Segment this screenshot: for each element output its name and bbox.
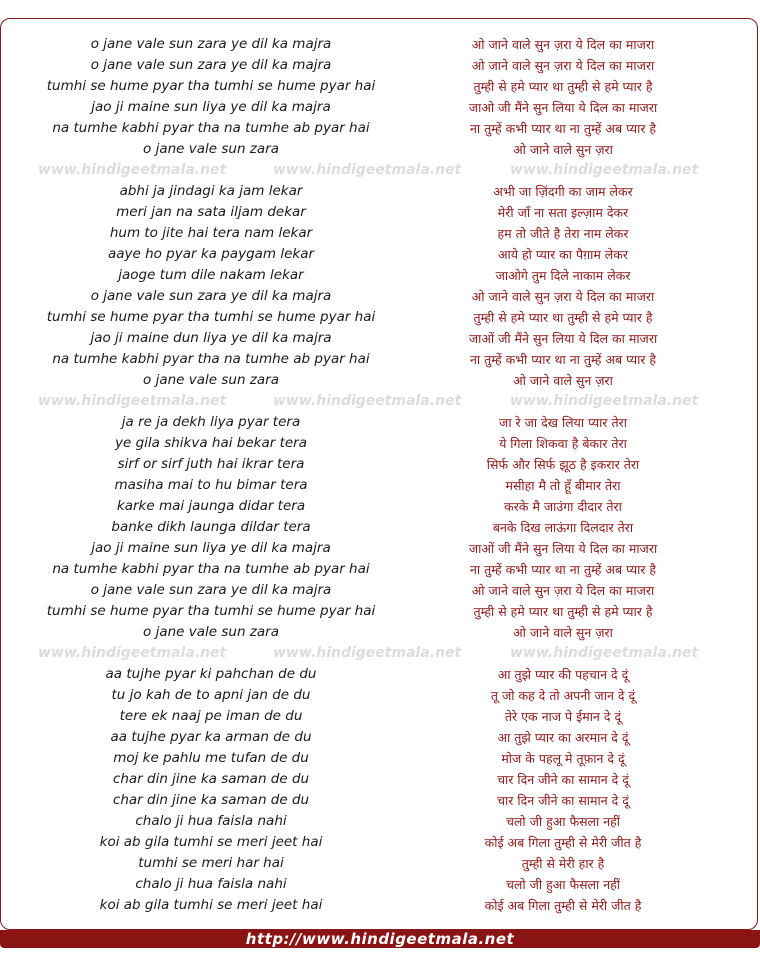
lyric-hindi: ओ जाने वाले सुन ज़रा ये दिल का माजरा (471, 583, 655, 598)
lyric-romanized: o jane vale sun zara (143, 624, 279, 640)
watermark-row (0, 643, 760, 663)
lyric-romanized: chalo ji hua faisla nahi (135, 813, 287, 829)
watermark-text: www.hindigeetmala.net (273, 393, 462, 409)
lyric-romanized: sirf or sirf juth hai ikrar tera (117, 456, 305, 472)
lyric-hindi: तुम्ही से मेरी हार है (521, 856, 605, 871)
lyric-hindi: ये गिला शिकवा है बेकार तेरा (499, 436, 627, 451)
lyric-line (0, 265, 760, 286)
lyric-line (0, 790, 760, 811)
lyric-hindi: ओ जाने वाले सुन ज़रा (513, 373, 613, 388)
lyric-hindi: चार दिन जीने का सामान दे दूं (497, 772, 629, 787)
lyric-line (0, 811, 760, 832)
watermark-text: www.hindigeetmala.net (273, 645, 462, 661)
lyric-line (0, 412, 760, 433)
lyric-romanized: o jane vale sun zara ye dil ka majra (90, 582, 332, 598)
lyric-line (0, 370, 760, 391)
lyric-line (0, 181, 760, 202)
lyric-romanized: aa tujhe pyar ki pahchan de du (105, 666, 317, 682)
lyric-hindi: ओ जाने वाले सुन ज़रा (513, 625, 613, 640)
lyric-hindi: ना तुम्हें कभी प्यार था ना तुम्हें अब प्यार है (469, 121, 657, 136)
lyric-line (0, 454, 760, 475)
lyric-line (0, 769, 760, 790)
lyric-hindi: ओ जाने वाले सुन ज़रा ये दिल का माजरा (471, 289, 655, 304)
lyric-hindi: हम तो जीते है तेरा नाम लेकर (497, 226, 629, 241)
lyric-romanized: char din jine ka saman de du (112, 792, 310, 808)
lyric-hindi: ना तुम्हें कभी प्यार था ना तुम्हें अब प्यार है (469, 352, 657, 367)
lyric-line (0, 97, 760, 118)
lyric-hindi: मेरी जाँ ना सता इल्ज़ाम देकर (497, 205, 629, 220)
lyric-line (0, 433, 760, 454)
lyric-romanized: tu jo kah de to apni jan de du (111, 687, 311, 703)
lyric-romanized: tere ek naaj pe iman de du (119, 708, 303, 724)
lyric-hindi: ओ जाने वाले सुन ज़रा (513, 142, 613, 157)
lyric-romanized: o jane vale sun zara ye dil ka majra (90, 288, 332, 304)
lyric-hindi: जाओगे तुम दिले नाकाम लेकर (495, 268, 631, 283)
lyric-line (0, 874, 760, 895)
lyric-romanized: o jane vale sun zara ye dil ka majra (90, 57, 332, 73)
lyric-line (0, 559, 760, 580)
lyric-hindi: चार दिन जीने का सामान दे दूं (497, 793, 629, 808)
watermark-text: www.hindigeetmala.net (510, 162, 699, 178)
lyric-line (0, 706, 760, 727)
lyric-line (0, 622, 760, 643)
lyric-line (0, 328, 760, 349)
lyric-romanized: tumhi se hume pyar tha tumhi se hume pyar hai (46, 309, 376, 325)
lyric-line (0, 307, 760, 328)
lyric-line (0, 76, 760, 97)
lyric-romanized: na tumhe kabhi pyar tha na tumhe ab pyar hai (52, 351, 370, 367)
lyric-line (0, 832, 760, 853)
lyric-line (0, 538, 760, 559)
lyric-romanized: jao ji maine sun liya ye dil ka majra (91, 99, 331, 115)
lyric-romanized: meri jan na sata iljam dekar (116, 204, 306, 220)
lyric-line (0, 55, 760, 76)
lyric-line (0, 286, 760, 307)
watermark-text: www.hindigeetmala.net (38, 162, 227, 178)
watermark-row (0, 160, 760, 180)
lyric-line (0, 580, 760, 601)
watermark-text: www.hindigeetmala.net (510, 645, 699, 661)
lyric-romanized: na tumhe kabhi pyar tha na tumhe ab pyar hai (52, 120, 370, 136)
lyric-hindi: ओ जाने वाले सुन ज़रा ये दिल का माजरा (471, 37, 655, 52)
lyric-line (0, 517, 760, 538)
lyric-line (0, 349, 760, 370)
lyric-line (0, 601, 760, 622)
lyric-romanized: jao ji maine dun liya ye dil ka majra (90, 330, 332, 346)
lyric-romanized: hum to jite hai tera nam lekar (109, 225, 313, 241)
lyric-hindi: करके मै जाउंगा दीदार तेरा (504, 499, 622, 514)
lyric-romanized: ye gila shikva hai bekar tera (114, 435, 308, 451)
lyric-hindi: कोई अब गिला तुम्ही से मेरी जीत है (484, 898, 642, 913)
lyric-hindi: जाओ जी मैंने सुन लिया ये दिल का माजरा (468, 100, 658, 115)
lyric-line (0, 496, 760, 517)
lyric-line (0, 475, 760, 496)
lyric-romanized: char din jine ka saman de du (112, 771, 310, 787)
watermark-text: www.hindigeetmala.net (38, 393, 227, 409)
lyric-romanized: jao ji maine sun liya ye dil ka majra (91, 540, 331, 556)
lyric-romanized: aaye ho pyar ka paygam lekar (107, 246, 315, 262)
lyric-line (0, 748, 760, 769)
lyric-romanized: moj ke pahlu me tufan de du (113, 750, 309, 766)
lyric-line (0, 34, 760, 55)
lyric-romanized: o jane vale sun zara (143, 141, 279, 157)
lyric-romanized: abhi ja jindagi ka jam lekar (119, 183, 303, 199)
lyric-hindi: तुम्ही से हमे प्यार था तुम्ही से हमे प्यार है (473, 604, 653, 619)
lyric-romanized: koi ab gila tumhi se meri jeet hai (99, 897, 323, 913)
lyric-hindi: सिर्फ और सिर्फ झूठ है इकरार तेरा (486, 457, 640, 472)
lyric-hindi: मोज के पहलू मे तूफ़ान दे दूं (501, 751, 625, 766)
lyric-hindi: ओ जाने वाले सुन ज़रा ये दिल का माजरा (471, 58, 655, 73)
stanza (0, 664, 760, 916)
lyric-hindi: अभी जा ज़िंदगी का जाम लेकर (493, 184, 633, 199)
lyric-line (0, 139, 760, 160)
stanza (0, 412, 760, 643)
lyric-hindi: चलो जी हुआ फैसला नहीं (505, 877, 621, 892)
lyric-line (0, 895, 760, 916)
lyric-line (0, 244, 760, 265)
lyric-line (0, 853, 760, 874)
lyric-hindi: आ तुझे प्यार का अरमान दे दूं (497, 730, 629, 745)
lyric-romanized: na tumhe kabhi pyar tha na tumhe ab pyar hai (52, 561, 370, 577)
lyric-romanized: o jane vale sun zara (143, 372, 279, 388)
lyric-hindi: आये हो प्यार का पैग़ाम लेकर (497, 247, 629, 262)
lyric-hindi: जाओं जी मैंने सुन लिया ये दिल का माजरा (468, 541, 658, 556)
lyric-romanized: tumhi se hume pyar tha tumhi se hume pyar hai (46, 78, 376, 94)
footer-bar (0, 930, 760, 948)
lyric-hindi: कोई अब गिला तुम्ही से मेरी जीत है (484, 835, 642, 850)
lyric-line (0, 685, 760, 706)
lyric-hindi: जा रे जा देख लिया प्यार तेरा (499, 415, 627, 430)
lyric-hindi: मसीहा मै तो हूँ बीमार तेरा (505, 478, 621, 493)
lyric-hindi: जाओं जी मैंने सुन लिया ये दिल का माजरा (468, 331, 658, 346)
lyric-hindi: ना तुम्हें कभी प्यार था ना तुम्हें अब प्यार है (469, 562, 657, 577)
lyric-hindi: तुम्ही से हमे प्यार था तुम्ही से हमे प्यार है (473, 79, 653, 94)
lyric-romanized: chalo ji hua faisla nahi (135, 876, 287, 892)
watermark-row (0, 391, 760, 411)
lyric-hindi: बनके दिख लाऊंगा दिलदार तेरा (492, 520, 634, 535)
lyric-romanized: koi ab gila tumhi se meri jeet hai (99, 834, 323, 850)
lyric-hindi: आ तुझे प्यार की पहचान दे दूं (497, 667, 629, 682)
lyric-line (0, 223, 760, 244)
lyric-romanized: tumhi se meri har hai (138, 855, 284, 871)
lyric-romanized: aa tujhe pyar ka arman de du (110, 729, 312, 745)
lyric-romanized: jaoge tum dile nakam lekar (118, 267, 304, 283)
stanza (0, 181, 760, 391)
lyric-hindi: तेरे एक नाज पे ईमान दे दूं (504, 709, 622, 724)
lyric-hindi: तू जो कह दे तो अपनी जान दे दूं (490, 688, 636, 703)
lyric-romanized: o jane vale sun zara ye dil ka majra (90, 36, 332, 52)
watermark-text: www.hindigeetmala.net (38, 645, 227, 661)
lyric-romanized: banke dikh launga dildar tera (111, 519, 311, 535)
lyric-hindi: चलो जी हुआ फैसला नहीं (505, 814, 621, 829)
stanza (0, 34, 760, 160)
lyric-romanized: tumhi se hume pyar tha tumhi se hume pyar hai (46, 603, 376, 619)
watermark-text: www.hindigeetmala.net (273, 162, 462, 178)
lyric-line (0, 664, 760, 685)
lyric-line (0, 727, 760, 748)
lyric-line (0, 118, 760, 139)
watermark-text: www.hindigeetmala.net (510, 393, 699, 409)
lyric-hindi: तुम्ही से हमे प्यार था तुम्ही से हमे प्यार है (473, 310, 653, 325)
lyric-romanized: ja re ja dekh liya pyar tera (121, 414, 301, 430)
lyric-line (0, 202, 760, 223)
footer-site-link[interactable]: http://www.hindigeetmala.net (245, 930, 515, 948)
lyric-romanized: masiha mai to hu bimar tera (114, 477, 308, 493)
lyric-romanized: karke mai jaunga didar tera (116, 498, 306, 514)
